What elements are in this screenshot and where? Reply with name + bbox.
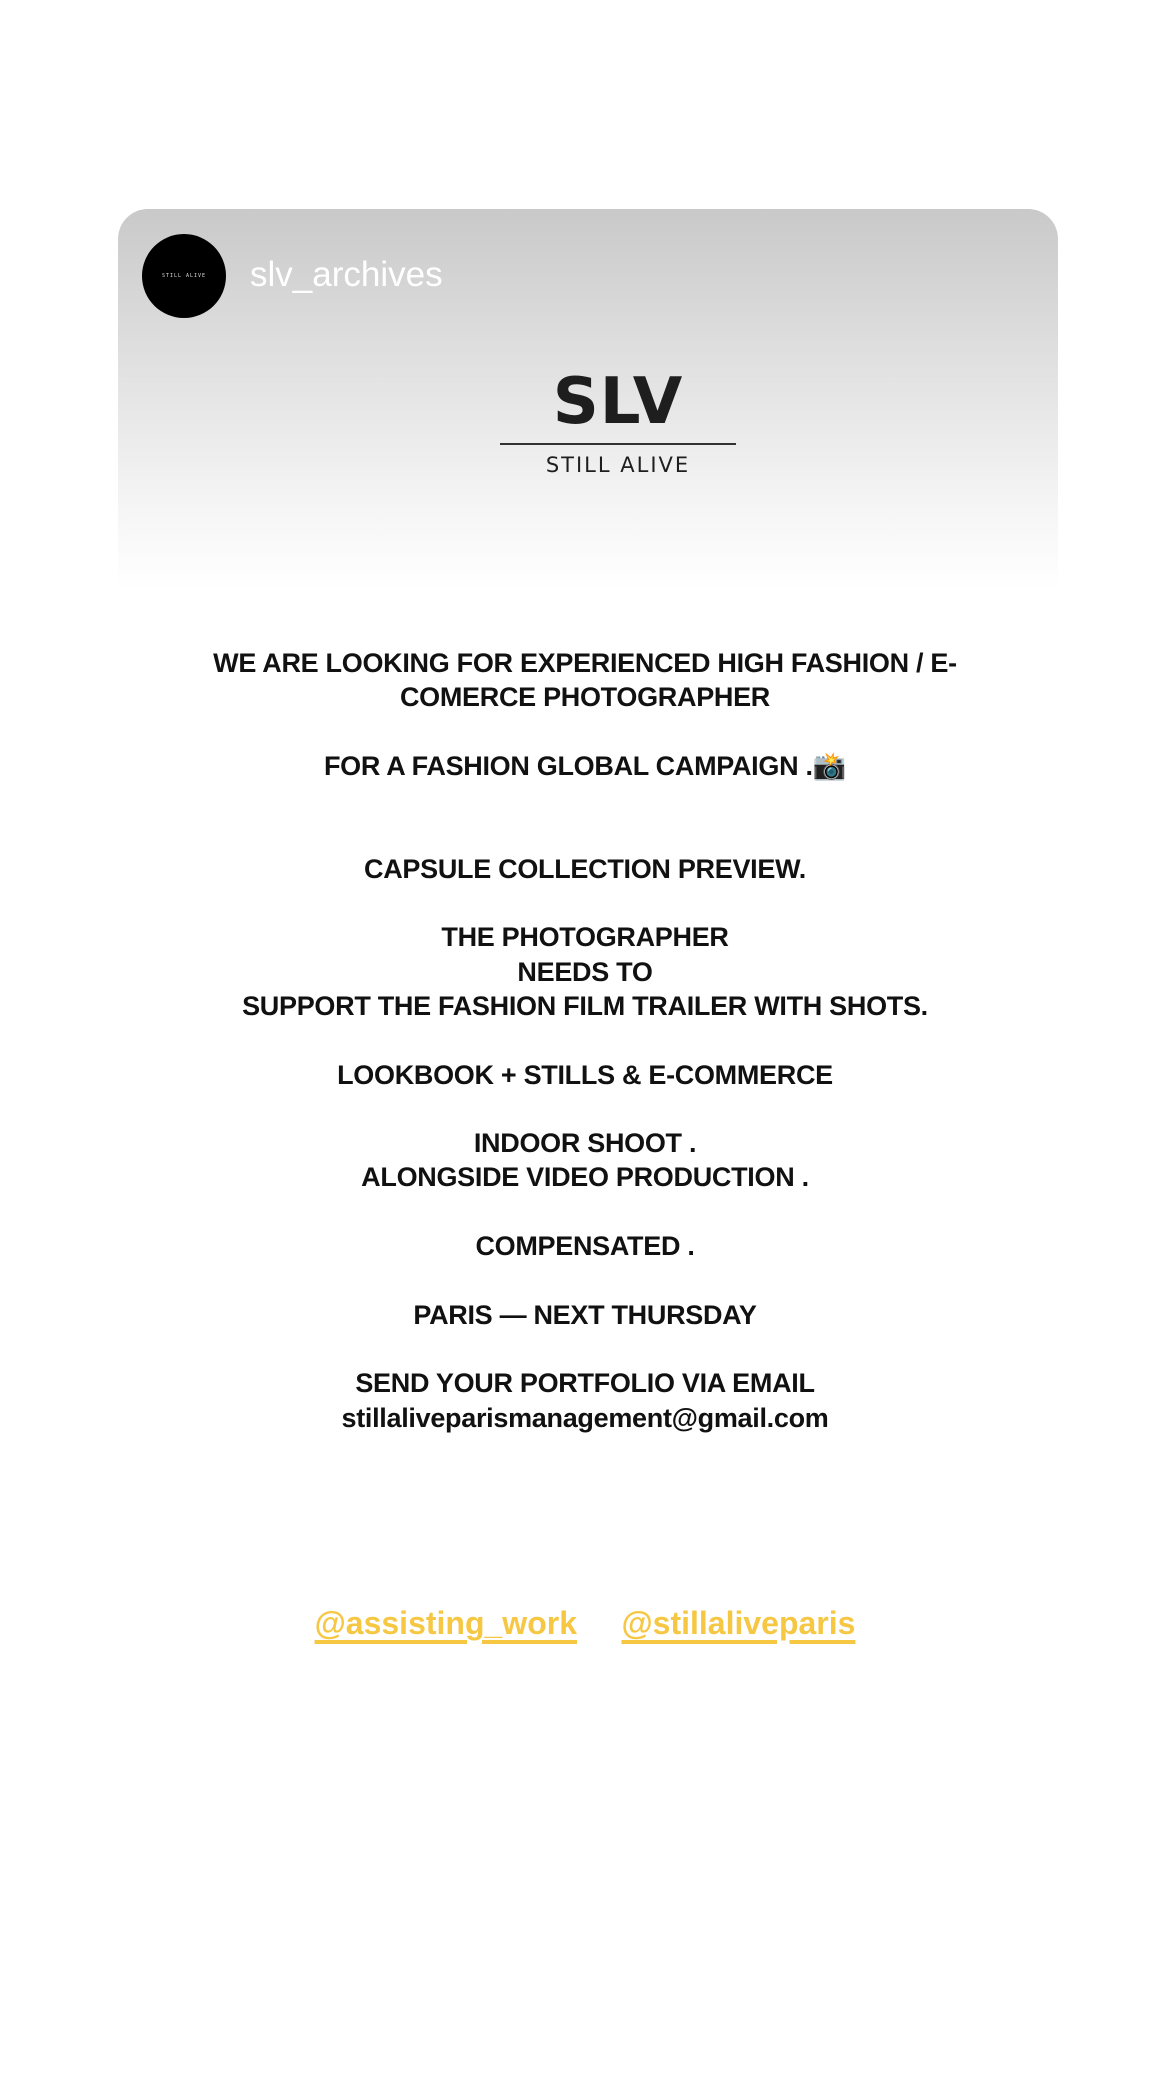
slv-logo: [500, 367, 736, 477]
logo-subtitle: STILL ALIVE: [545, 453, 691, 477]
username[interactable]: slv_archives: [250, 255, 443, 294]
mentions: [0, 1605, 1170, 1642]
mention-assisting-work[interactable]: @assisting_work: [314, 1605, 577, 1641]
shared-post-card[interactable]: [118, 209, 1058, 589]
logo-mark: SLV: [552, 365, 684, 439]
mention-stillaliveparis[interactable]: @stillaliveparis: [621, 1605, 856, 1641]
avatar-text: STILL ALIVE: [161, 273, 207, 279]
announcement-text: WE ARE LOOKING FOR EXPERIENCED HIGH FASHION / E- COMERCE PHOTOGRAPHER FOR A FASHION GLOBAL CAMPAIGN .📸 CAPSULE COLLECTION PREVIEW. THE PHOTOGRAPHER NEEDS TO SUPPORT THE FASHION FILM TRAILER WITH SHOTS. LOOKBOOK + STILLS & E-COMMERCE INDOOR SHOOT . ALONGSIDE VIDEO PRODUCTION . COMPENSATED . PARIS — NEXT THURSDAY SEND YOUR PORTFOLIO VIA EMAIL stillaliveparismanagement@gmail.com: [213, 648, 957, 1433]
avatar[interactable]: [142, 234, 226, 318]
logo-divider: [500, 443, 736, 445]
